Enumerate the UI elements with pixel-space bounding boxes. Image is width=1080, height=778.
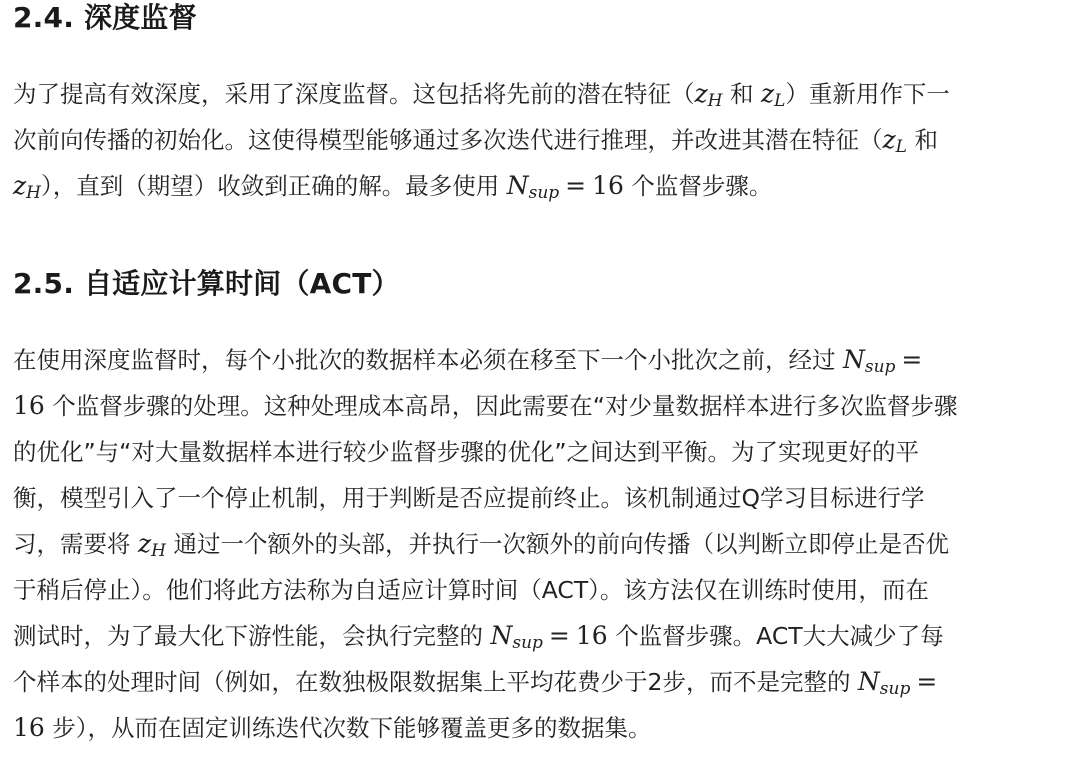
math-variable: $z_H$ <box>137 529 166 561</box>
text-line: 16 步），从而在固定训练迭代次数下能够覆盖更多的数据集。 <box>13 713 652 742</box>
math-number: 16 <box>592 171 624 200</box>
math-variable: $z_L$ <box>882 125 907 157</box>
text-line: 于稍后停止）。他们将此方法称为自适应计算时间（ACT）。该方法仅在训练时使用，而在 <box>13 576 929 604</box>
section-heading-act: 2.5. 自适应计算时间（ACT） <box>13 267 400 300</box>
math-variable: $N_{sup}$ <box>842 345 896 377</box>
text-line: 个样本的处理时间（例如，在数独极限数据集上平均花费少于2步，而不是完整的 $N_{sup}$ = <box>13 659 1073 705</box>
math-variable: $z_L$ <box>760 79 786 111</box>
text-line: 衡，模型引入了一个停止机制，用于判断是否应提前终止。该机制通过Q学习目标进行学 <box>13 484 925 512</box>
text-line: 16 个监督步骤的处理。这种处理成本高昂，因此需要在“对少量数据样本进行多次监督步骤 <box>13 391 958 420</box>
paragraph-deep-supervision <box>13 71 1073 209</box>
math-equals: = <box>548 621 570 650</box>
text-line: $z_H$），直到（期望）收敛到正确的解。最多使用 $N_{sup} = 16$ 个监督步骤。 <box>13 171 773 203</box>
math-number: 16 <box>13 391 45 420</box>
math-variable: $N_{sup}$ <box>857 667 911 699</box>
text-line: 在使用深度监督时，每个小批次的数据样本必须在移至下一个小批次之前，经过 $N_{sup}$ = <box>13 337 1073 383</box>
math-number: 16 <box>13 713 45 742</box>
math-variable: $z_H$ <box>13 171 41 203</box>
math-equals: = <box>565 171 587 200</box>
text-line: 习，需要将 $z_H$ 通过一个额外的头部，并执行一次额外的前向传播（以判断立即停止是否优 <box>13 529 949 561</box>
math-variable: $N_{sup}$ <box>490 621 543 653</box>
math-number: 16 <box>575 621 608 650</box>
paragraph-act <box>13 337 1073 751</box>
text-line: 为了提高有效深度，采用了深度监督。这包括将先前的潜在特征（$z_H$ 和 $z_L$）重新用作下一 <box>13 79 950 111</box>
math-equals: = <box>916 667 938 696</box>
text-line: 测试时，为了最大化下游性能，会执行完整的 $N_{sup} = 16$ 个监督步骤。ACT大大减少了每 <box>13 621 944 653</box>
text-line: 的优化”与“对大量数据样本进行较少监督步骤的优化”之间达到平衡。为了实现更好的平 <box>13 438 920 466</box>
math-variable: $z_H$ <box>694 79 723 111</box>
math-equals: = <box>901 345 923 374</box>
section-heading-deep-supervision: 2.4. 深度监督 <box>13 1 197 34</box>
math-variable: $N_{sup}$ <box>506 171 560 203</box>
text-line: 次前向传播的初始化。这使得模型能够通过多次迭代进行推理，并改进其潜在特征（$z_L$ 和 <box>13 125 938 157</box>
